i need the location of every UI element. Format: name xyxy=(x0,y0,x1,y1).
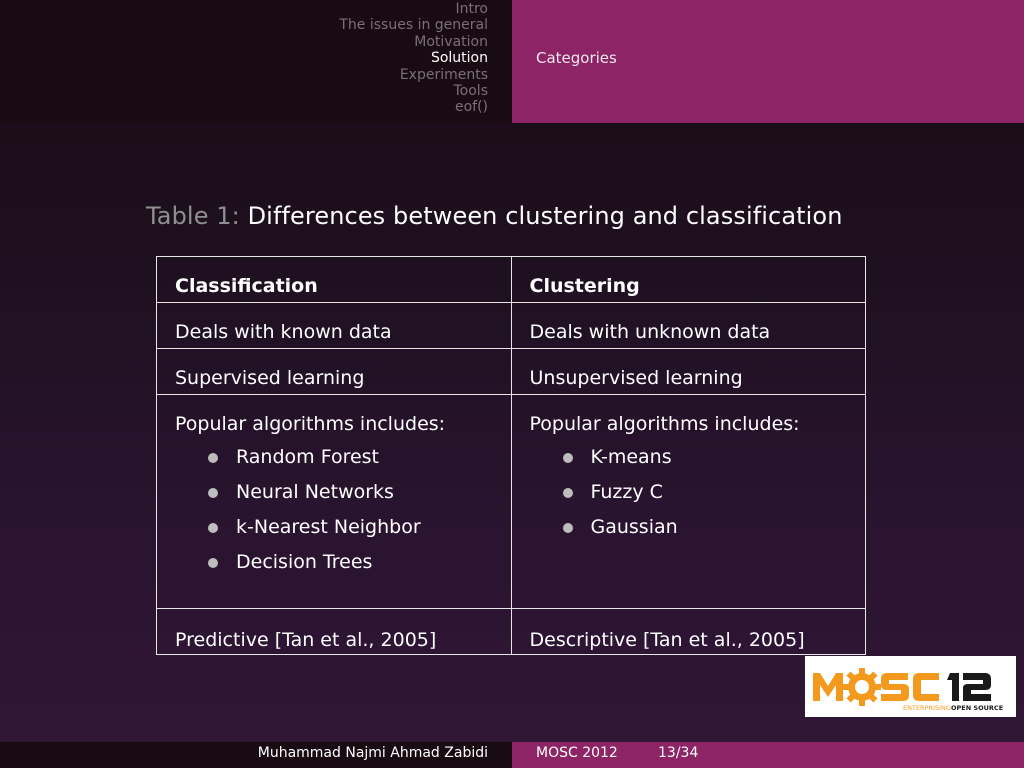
table-caption xyxy=(146,202,843,230)
list-item xyxy=(207,515,493,550)
header-bar xyxy=(0,0,1024,123)
footer-bar xyxy=(0,742,1024,768)
list-item-label: k-Nearest Neighbor xyxy=(236,516,421,538)
header-classification: Classification xyxy=(157,257,512,303)
list-item-label: Gaussian xyxy=(590,516,678,538)
bullet-icon xyxy=(563,453,573,463)
table-row xyxy=(157,303,866,349)
footer-info-panel xyxy=(512,742,1024,768)
table-cell: Supervised learning xyxy=(157,349,512,395)
bullet-icon xyxy=(563,488,573,498)
nav-item-issues[interactable]: The issues in general xyxy=(339,17,488,34)
subsection-title[interactable]: Categories xyxy=(536,49,617,67)
list-item-label: K-means xyxy=(590,446,672,468)
list-item xyxy=(562,445,848,480)
caption-text: Differences between clustering and classification xyxy=(247,202,843,230)
classification-algorithm-list xyxy=(175,445,493,585)
list-item-label: Decision Trees xyxy=(236,551,373,573)
table-cell: Predictive [Tan et al., 2005] xyxy=(157,609,512,655)
logo-tagline-right: OPEN SOURCE xyxy=(951,704,1004,712)
subsection-panel xyxy=(512,0,1024,123)
list-item-label: Random Forest xyxy=(236,446,380,468)
bullet-icon xyxy=(208,558,218,568)
classification-algorithms-cell xyxy=(157,395,512,609)
algorithms-intro: Popular algorithms includes: xyxy=(529,413,800,435)
mosc12-logo xyxy=(805,656,1016,717)
list-item-label: Neural Networks xyxy=(236,481,394,503)
bullet-icon xyxy=(208,523,218,533)
clustering-algorithms-cell xyxy=(511,395,866,609)
table-row-algorithms xyxy=(157,395,866,609)
table-cell: Deals with known data xyxy=(157,303,512,349)
algorithms-intro: Popular algorithms includes: xyxy=(175,413,446,435)
table-cell: Unsupervised learning xyxy=(511,349,866,395)
footer-author-panel xyxy=(0,742,512,768)
list-item xyxy=(562,515,848,550)
page-number: 13/34 xyxy=(658,745,699,761)
table-row xyxy=(157,349,866,395)
comparison-table xyxy=(156,256,866,655)
table-header-row xyxy=(157,257,866,303)
section-nav-panel xyxy=(0,0,512,123)
logo-tagline-left: ENTERPRISING xyxy=(903,704,951,712)
nav-item-experiments[interactable]: Experiments xyxy=(399,66,488,83)
footer-event: MOSC 2012 xyxy=(536,745,618,761)
footer-author: Muhammad Najmi Ahmad Zabidi xyxy=(257,745,488,761)
caption-label: Table 1: xyxy=(146,202,240,230)
table-row xyxy=(157,609,866,655)
list-item xyxy=(207,445,493,480)
list-item xyxy=(207,480,493,515)
nav-item-intro[interactable]: Intro xyxy=(455,1,488,17)
list-item xyxy=(207,550,493,585)
nav-item-motivation[interactable]: Motivation xyxy=(414,33,488,50)
clustering-algorithm-list xyxy=(530,445,848,550)
table-cell: Descriptive [Tan et al., 2005] xyxy=(511,609,866,655)
list-item-label: Fuzzy C xyxy=(590,481,663,503)
nav-item-solution[interactable]: Solution xyxy=(430,50,488,67)
list-item xyxy=(562,480,848,515)
bullet-icon xyxy=(563,523,573,533)
bullet-icon xyxy=(208,453,218,463)
table-cell: Deals with unknown data xyxy=(511,303,866,349)
header-clustering: Clustering xyxy=(511,257,866,303)
bullet-icon xyxy=(208,488,218,498)
nav-item-tools[interactable]: Tools xyxy=(453,83,488,100)
nav-item-eof[interactable]: eof() xyxy=(454,99,488,116)
section-nav xyxy=(339,1,488,116)
mosc12-logo-graphic xyxy=(805,656,1016,717)
